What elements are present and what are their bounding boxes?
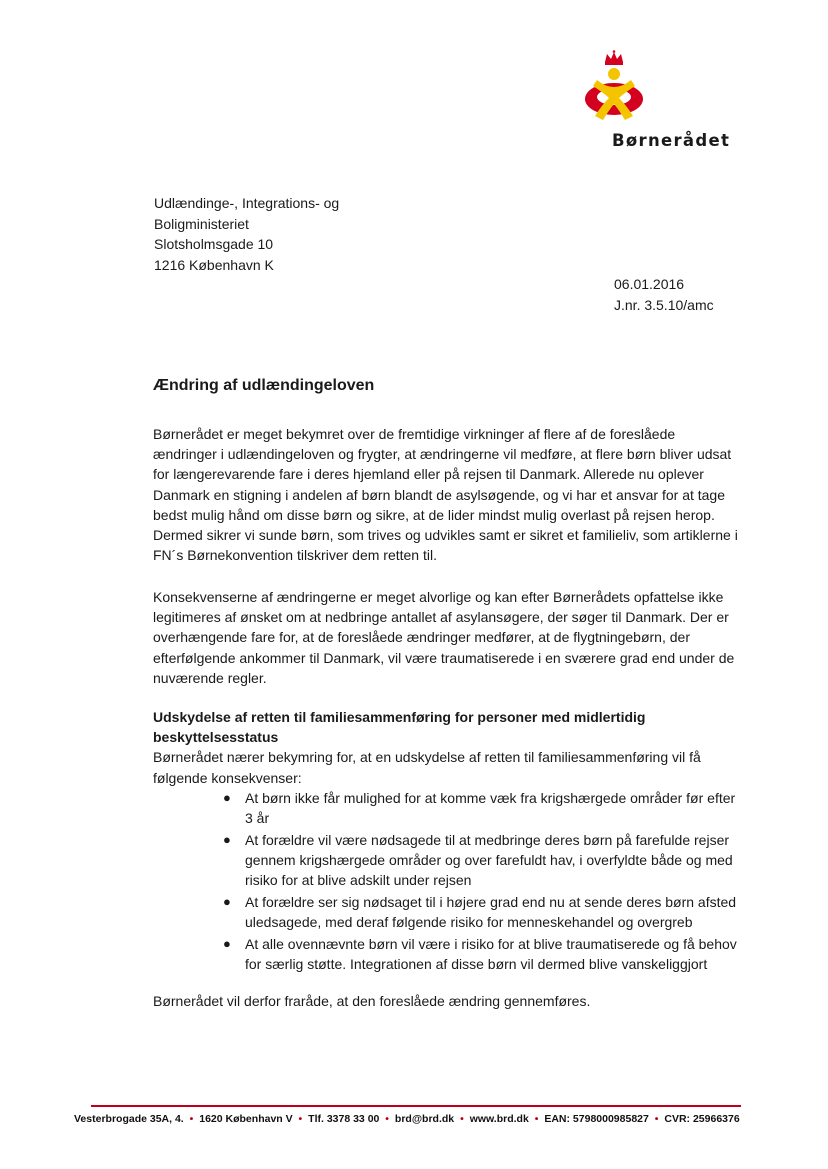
paragraph-intro <box>153 424 743 565</box>
section-heading: Udskydelse af retten til familiesammenføring for personer med midlertidig <box>153 709 646 725</box>
text-line: nuværende regler. <box>153 669 267 686</box>
list-item <box>222 892 752 932</box>
text-line: 3 år <box>245 810 270 827</box>
footer-web-link[interactable]: www.brd.dk <box>469 1113 529 1125</box>
logo-wordmark: Børnerådet <box>612 131 731 150</box>
text-line: Børnerådet er meget bekymret over de fremtidige virkninger af flere af de foreslåede <box>153 426 676 442</box>
journal-number: J.nr. 3.5.10/amc <box>614 296 714 313</box>
footer-contact <box>74 1113 774 1125</box>
letter-title: Ændring af udlændingeloven <box>153 377 375 394</box>
recipient-address <box>154 193 339 275</box>
section-family-reunification <box>153 707 743 788</box>
text-line: legitimeres af ønsket om at nedbringe antallet af asylansøgere, der søger til Danmark. Der er <box>153 609 729 626</box>
footer-address: Vesterbrogade 35A, 4. <box>74 1113 184 1125</box>
bullet-icon: ● <box>223 894 231 910</box>
footer-separator: • <box>460 1113 464 1125</box>
footer-ean: EAN: 5798000985827 <box>544 1113 649 1125</box>
borneradet-logo-icon <box>583 50 645 122</box>
closing-statement <box>153 991 743 1011</box>
footer-email-link[interactable]: brd@brd.dk <box>394 1113 455 1125</box>
text-line: At børn ikke får mulighed for at komme væk fra krigshærgede områder før efter <box>245 790 736 806</box>
footer-cvr: CVR: 25966376 <box>664 1113 740 1125</box>
paragraph-consequences <box>153 587 743 688</box>
text-line: overhængende fare for, at de foreslåede ændringer medfører, at de flygtningebørn, der <box>153 629 690 646</box>
footer-separator: • <box>654 1113 659 1125</box>
section-heading: beskyttelsesstatus <box>153 729 279 746</box>
footer-separator: • <box>189 1113 194 1125</box>
list-item <box>222 788 752 828</box>
text-line: Børnerådet vil derfor fraråde, at den foreslåede ændring gennemføres. <box>153 993 591 1009</box>
recipient-line: Boligministeriet <box>154 215 249 232</box>
footer-separator: • <box>534 1113 539 1125</box>
footer-phone: Tlf. 3378 33 00 <box>308 1113 380 1125</box>
text-line: risiko for at blive adskilt under rejsen <box>245 872 472 889</box>
footer-divider <box>91 1105 741 1107</box>
text-line: efterfølgende ankommer til Danmark, vil være traumatiserede i en sværere grad end under de <box>153 649 735 666</box>
text-line: gennem krigshærgede områder og over farefuldt hav, i overfyldte både og med <box>245 852 733 869</box>
footer-separator: • <box>385 1113 389 1125</box>
text-line: At forældre vil være nødsagede til at medbringe deres børn på farefulde rejser <box>245 831 730 848</box>
text-line: ændringer i udlændingeloven og frygter, at ændringerne vil medføre, at flere børn bliver udsat <box>153 446 732 463</box>
text-line: Børnerådet nærer bekymring for, at en udskydelse af retten til familiesammenføring vil få <box>153 749 701 766</box>
text-line: Danmark en stigning i andelen af børn blandt de asylsøgende, og vi har et ansvar for at tage <box>153 486 726 503</box>
bullet-icon: ● <box>223 831 231 847</box>
list-item <box>222 830 752 891</box>
footer-city: 1620 København V <box>199 1113 293 1125</box>
list-item <box>222 934 752 974</box>
recipient-line: Slotsholmsgade 10 <box>154 236 274 252</box>
text-line: FN´s Børnekonvention tilskriver dem retten til. <box>153 547 437 564</box>
text-line: Konsekvenserne af ændringerne er meget alvorlige og kan efter Børnerådets opfattelse ikke <box>153 589 724 605</box>
consequences-list <box>222 788 752 976</box>
recipient-line: 1216 København K <box>154 256 274 273</box>
footer-separator: • <box>298 1113 303 1125</box>
crown-icon <box>605 50 623 65</box>
text-line: Dermed sikrer vi sunde børn, som trives og udvikles samt er sikret et familieliv, som artiklerne i <box>153 527 738 544</box>
text-line: uledsagede, med deraf følgende risiko for menneskehandel og overgreb <box>245 914 693 931</box>
letter-date: 06.01.2016 <box>614 276 685 292</box>
bullet-icon: ● <box>223 935 231 951</box>
text-line: for særlig støtte. Integrationen af disse børn vil dermed blive vanskeliggjort <box>245 956 708 973</box>
recipient-line: Udlændinge-, Integrations- og <box>154 195 340 211</box>
text-line: følgende konsekvenser: <box>153 769 302 786</box>
text-line: At forældre ser sig nødsaget til i højere grad end nu at sende deres børn afsted <box>245 894 737 911</box>
bullet-icon: ● <box>223 790 231 805</box>
letter-meta <box>614 274 714 315</box>
text-line: At alle ovennævnte børn vil være i risiko for at blive traumatiserede og få behov <box>245 935 737 952</box>
text-line: for længerevarende fare i deres hjemland eller på rejsen til Danmark. Allerede nu oplever <box>153 466 704 483</box>
text-line: bedst mulig hånd om disse børn og sikre, at de lider mindst mulig overlast på rejsen herop. <box>153 506 715 523</box>
